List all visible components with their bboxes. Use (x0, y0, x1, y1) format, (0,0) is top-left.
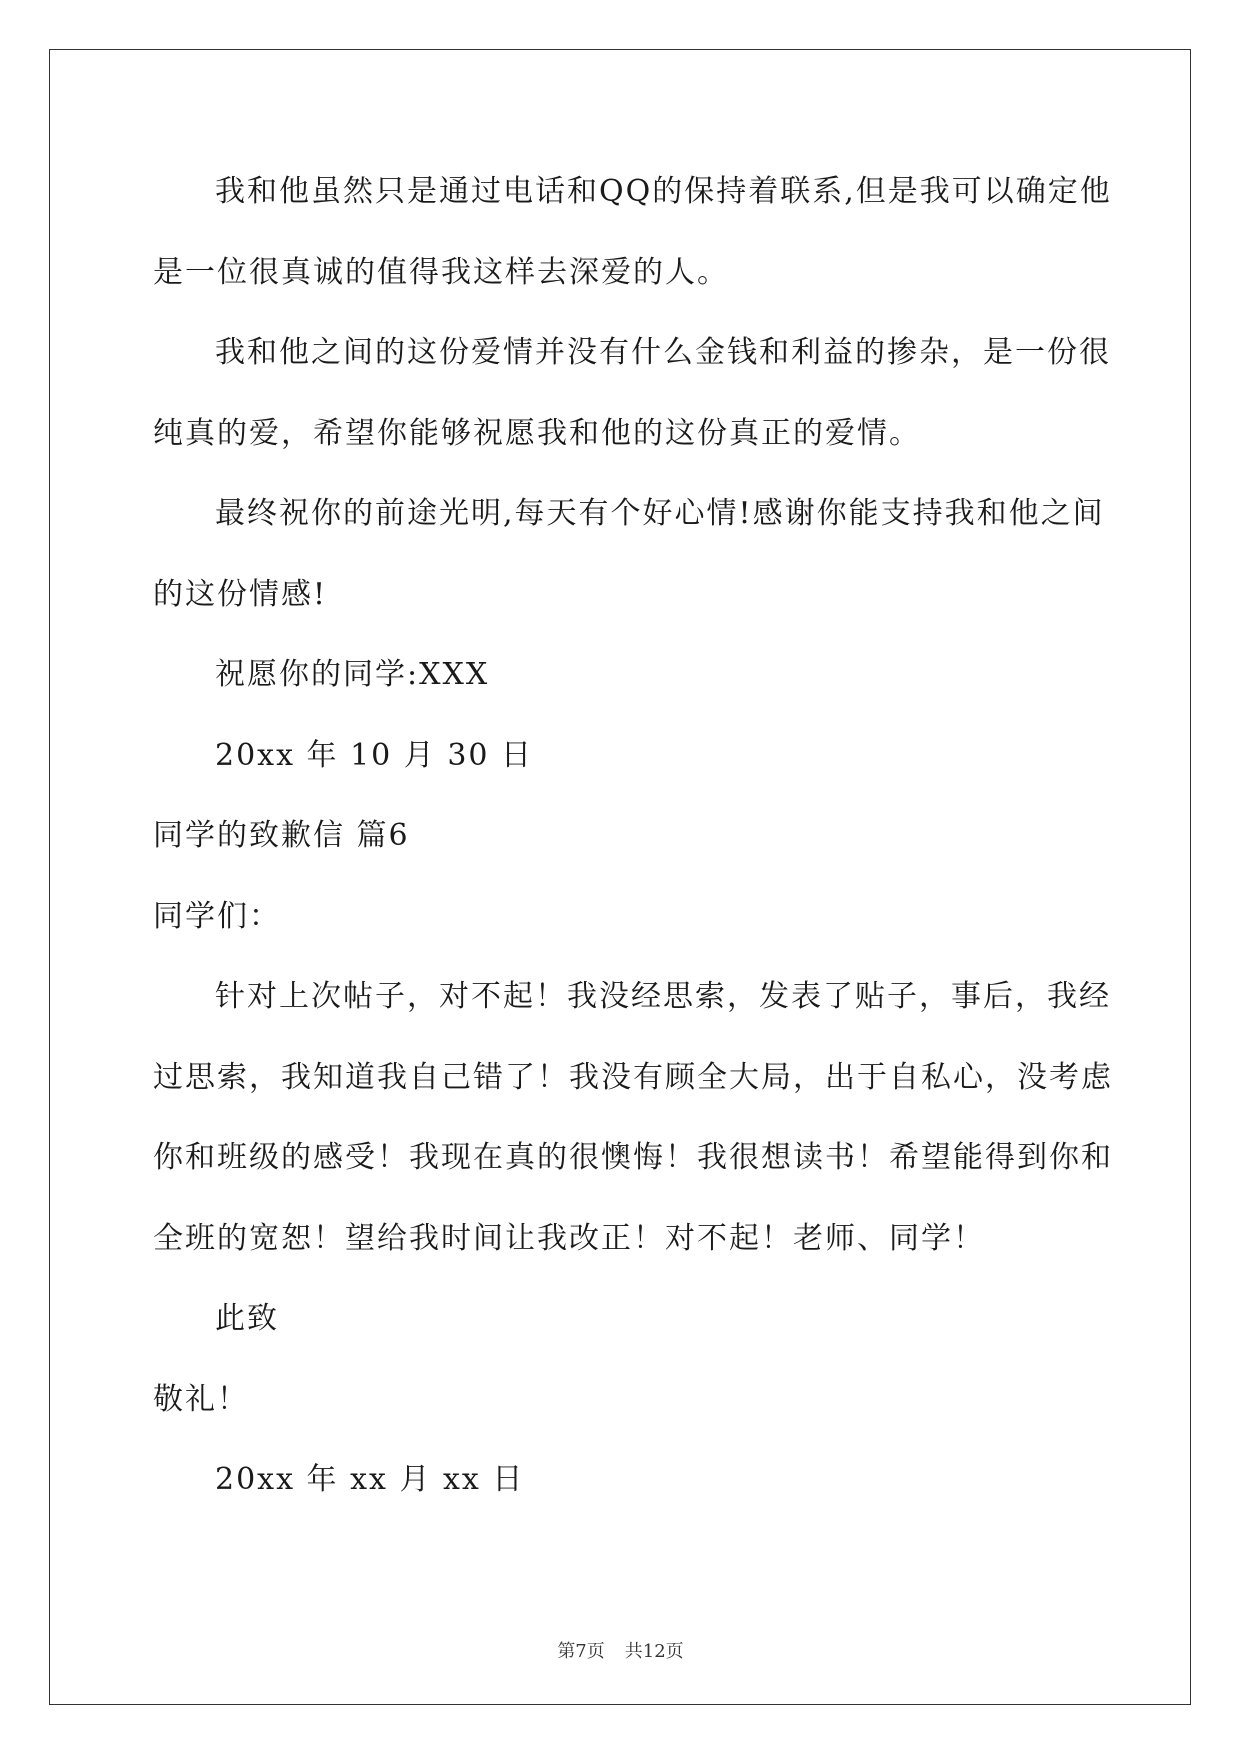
salutation: 同学们： (153, 899, 281, 934)
paragraph-line: 全班的宽恕！望给我时间让我改正！对不起！老师、同学！ (153, 1221, 985, 1256)
section-heading: 同学的致歉信 篇6 (153, 818, 410, 853)
closing-line: 敬礼！ (153, 1382, 249, 1417)
paragraph-line: 是一位很真诚的值得我这样去深爱的人。 (153, 255, 729, 290)
page-number: 第7页 (557, 1641, 605, 1662)
paragraph-line: 过思索，我知道我自己错了！我没有顾全大局，出于自私心，没考虑 (153, 1060, 1113, 1095)
paragraph-line: 我和他虽然只是通过电话和QQ的保持着联系,但是我可以确定他 (215, 174, 1112, 209)
signature-line: 祝愿你的同学:XXX (215, 657, 490, 692)
page-footer (0, 1640, 1241, 1664)
paragraph-line: 针对上次帖子，对不起！我没经思索，发表了贴子，事后，我经 (215, 979, 1111, 1014)
paragraph-line: 我和他之间的这份爱情并没有什么金钱和利益的掺杂，是一份很 (215, 335, 1111, 370)
date-line: 20xx 年 10 月 30 日 (215, 738, 534, 773)
paragraph-line: 你和班级的感受！我现在真的很懊悔！我很想读书！希望能得到你和 (153, 1140, 1113, 1175)
paragraph-line: 纯真的爱，希望你能够祝愿我和他的这份真正的爱情。 (153, 416, 921, 451)
date-line: 20xx 年 xx 月 xx 日 (215, 1462, 525, 1497)
paragraph-line: 最终祝你的前途光明,每天有个好心情!感谢你能支持我和他之间 (215, 496, 1105, 531)
closing-line: 此致 (215, 1301, 279, 1336)
paragraph-line: 的这份情感! (153, 577, 328, 612)
page-border (49, 49, 1191, 1705)
page-total: 共12页 (624, 1641, 684, 1662)
